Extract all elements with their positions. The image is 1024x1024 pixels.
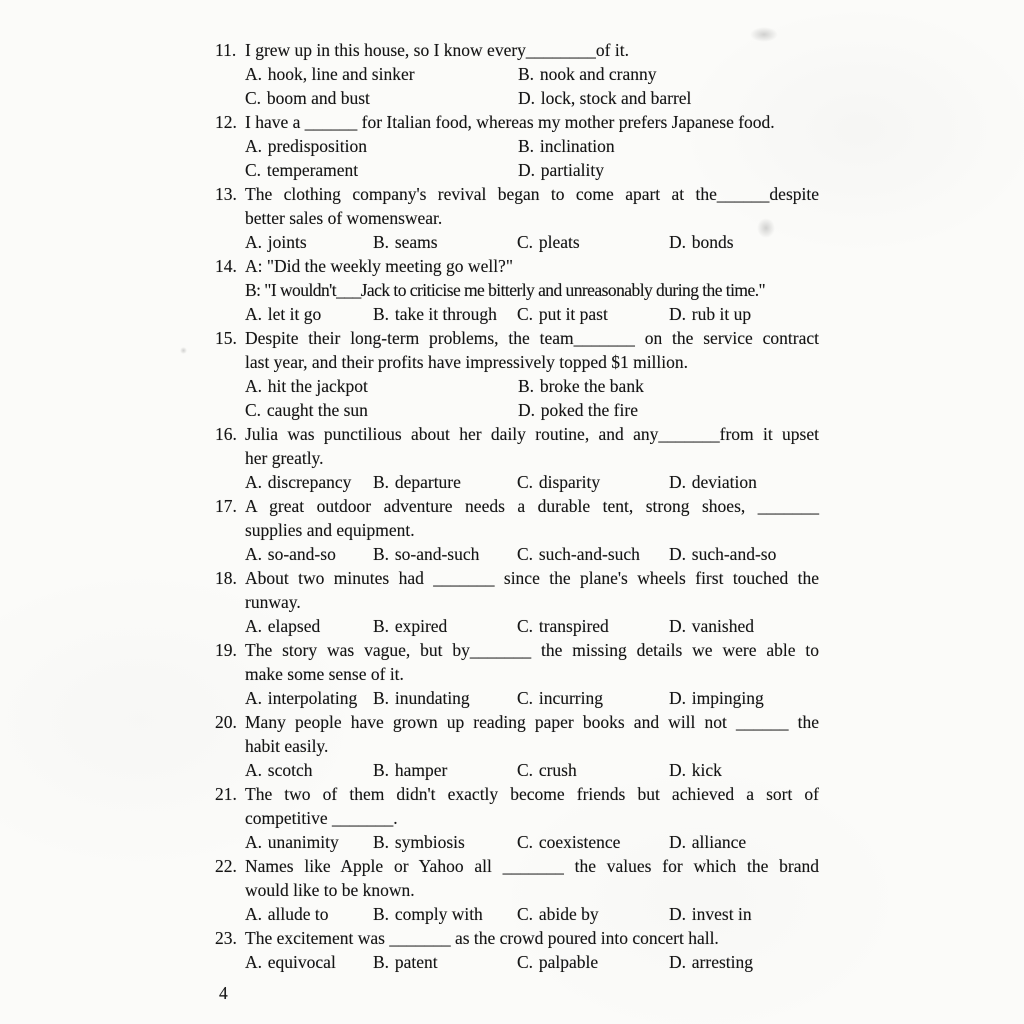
option-row <box>245 758 819 782</box>
question-text-line: runway. <box>245 592 301 612</box>
question-paragraph <box>245 182 819 230</box>
question-text-line: habit easily. <box>245 736 329 756</box>
question-text <box>245 110 819 134</box>
option-label: D. <box>669 232 687 252</box>
option-text: alliance <box>691 832 747 852</box>
option-label: C. <box>517 832 534 852</box>
option-label: A. <box>245 232 263 252</box>
option-text: patent <box>394 952 438 972</box>
option-a <box>245 758 373 782</box>
option-label: D. <box>518 400 536 420</box>
option-text: equivocal <box>267 952 336 972</box>
option-b <box>373 758 517 782</box>
option-a <box>245 134 518 158</box>
option-b <box>518 374 819 398</box>
question-text-line: The story was vague, but by_______ the missing details we were able to <box>245 640 819 660</box>
option-d <box>669 542 819 566</box>
question-text-line: I grew up in this house, so I know every________of it. <box>245 40 629 60</box>
option-label: C. <box>517 232 534 252</box>
question-text-line: A: "Did the weekly meeting go well?" <box>245 256 513 276</box>
option-text: coexistence <box>538 832 621 852</box>
question-block <box>215 710 819 782</box>
option-b <box>373 830 517 854</box>
option-text: incurring <box>538 688 603 708</box>
option-label: C. <box>517 544 534 564</box>
option-text: predisposition <box>267 136 367 156</box>
question-text-line: Names like Apple or Yahoo all _______ the values for which the brand <box>245 856 819 876</box>
question-text <box>245 494 819 542</box>
option-label: B. <box>373 472 390 492</box>
option-label: B. <box>518 376 535 396</box>
scan-smudge-artifact <box>180 347 187 354</box>
option-b <box>373 950 517 974</box>
option-text: comply with <box>394 904 483 924</box>
option-text: joints <box>267 232 307 252</box>
option-text: caught the sun <box>266 400 368 420</box>
option-label: A. <box>245 616 263 636</box>
option-d <box>669 302 819 326</box>
option-text: such-and-so <box>691 544 777 564</box>
option-label: B. <box>518 64 535 84</box>
question-block <box>215 326 819 422</box>
question-number: 13. <box>215 184 237 204</box>
option-text: boom and bust <box>266 88 370 108</box>
question-number: 15. <box>215 328 237 348</box>
option-row <box>245 374 819 422</box>
option-text: nook and cranny <box>539 64 657 84</box>
question-text <box>245 182 819 230</box>
option-c <box>245 86 518 110</box>
question-block <box>215 782 819 854</box>
question-paragraph <box>245 110 819 134</box>
question-list <box>215 38 819 974</box>
option-label: C. <box>245 160 262 180</box>
question-text <box>245 254 819 302</box>
option-d <box>669 614 819 638</box>
option-c <box>245 398 518 422</box>
option-text: arresting <box>691 952 754 972</box>
question-block <box>215 422 819 494</box>
option-label: B. <box>373 832 390 852</box>
option-text: inclination <box>539 136 615 156</box>
option-b <box>373 230 517 254</box>
option-label: B. <box>373 688 390 708</box>
option-label: B. <box>373 232 390 252</box>
option-label: B. <box>373 616 390 636</box>
option-text: kick <box>691 760 722 780</box>
question-paragraph <box>245 278 819 302</box>
question-block <box>215 110 819 182</box>
question-text <box>245 854 819 902</box>
option-label: C. <box>245 88 262 108</box>
option-d <box>518 158 819 182</box>
option-row <box>245 950 819 974</box>
question-text <box>245 422 819 470</box>
question-number: 23. <box>215 928 237 948</box>
option-b <box>518 134 819 158</box>
option-label: D. <box>669 472 687 492</box>
option-b <box>373 302 517 326</box>
question-block <box>215 926 819 974</box>
option-label: D. <box>518 160 536 180</box>
question-text-line: A great outdoor adventure needs a durable tent, strong shoes, _______ <box>245 496 819 516</box>
question-number: 22. <box>215 856 237 876</box>
question-text <box>245 566 819 614</box>
question-number: 21. <box>215 784 237 804</box>
question-paragraph <box>245 926 819 950</box>
option-label: B. <box>373 760 390 780</box>
question-text-line: competitive _______. <box>245 808 398 828</box>
question-text <box>245 926 819 950</box>
question-text-line: last year, and their profits have impressively topped $1 million. <box>245 352 689 372</box>
option-b <box>373 686 517 710</box>
option-text: elapsed <box>267 616 321 636</box>
option-text: lock, stock and barrel <box>540 88 692 108</box>
option-label: A. <box>245 376 263 396</box>
option-text: hook, line and sinker <box>267 64 415 84</box>
question-paragraph <box>245 326 819 374</box>
option-a <box>245 902 373 926</box>
question-block <box>215 638 819 710</box>
question-block <box>215 254 819 326</box>
option-label: C. <box>245 400 262 420</box>
option-text: such-and-such <box>538 544 640 564</box>
question-number: 14. <box>215 256 237 276</box>
question-text-line: B: "I wouldn't___Jack to criticise me bitterly and unreasonably during the time." <box>245 280 766 300</box>
question-text-line: Many people have grown up reading paper books and will not ______ the <box>245 712 819 732</box>
option-a <box>245 830 373 854</box>
option-label: C. <box>517 904 534 924</box>
option-a <box>245 686 373 710</box>
option-c <box>517 686 669 710</box>
option-text: seams <box>394 232 438 252</box>
option-b <box>373 902 517 926</box>
question-text <box>245 326 819 374</box>
option-text: hit the jackpot <box>267 376 368 396</box>
option-text: broke the bank <box>539 376 644 396</box>
option-a <box>245 302 373 326</box>
option-text: allude to <box>267 904 329 924</box>
question-text-line: I have a ______ for Italian food, whereas my mother prefers Japanese food. <box>245 112 775 132</box>
option-label: A. <box>245 688 263 708</box>
option-d <box>518 86 819 110</box>
question-number: 16. <box>215 424 237 444</box>
question-text-line: The two of them didn't exactly become friends but achieved a sort of <box>245 784 819 804</box>
option-label: D. <box>669 760 687 780</box>
option-label: A. <box>245 544 263 564</box>
option-c <box>517 950 669 974</box>
option-text: inundating <box>394 688 470 708</box>
option-label: A. <box>245 472 263 492</box>
option-b <box>518 62 819 86</box>
question-paragraph <box>245 494 819 542</box>
option-row <box>245 62 819 110</box>
option-text: hamper <box>394 760 448 780</box>
option-text: discrepancy <box>267 472 352 492</box>
option-label: A. <box>245 136 263 156</box>
question-number: 12. <box>215 112 237 132</box>
option-text: rub it up <box>691 304 752 324</box>
option-label: D. <box>669 832 687 852</box>
option-label: B. <box>373 304 390 324</box>
question-text-line: make some sense of it. <box>245 664 404 684</box>
option-row <box>245 542 819 566</box>
option-c <box>245 158 518 182</box>
question-block <box>215 38 819 110</box>
question-paragraph <box>245 782 819 830</box>
option-a <box>245 62 518 86</box>
question-paragraph <box>245 638 819 686</box>
option-text: unanimity <box>267 832 339 852</box>
option-text: impinging <box>691 688 764 708</box>
option-d <box>669 950 819 974</box>
question-text <box>245 710 819 758</box>
option-label: B. <box>373 904 390 924</box>
option-label: B. <box>373 544 390 564</box>
option-label: C. <box>517 952 534 972</box>
question-block <box>215 494 819 566</box>
option-c <box>517 470 669 494</box>
option-c <box>517 230 669 254</box>
question-paragraph <box>245 38 819 62</box>
question-text <box>245 638 819 686</box>
option-d <box>669 830 819 854</box>
question-text-line: The excitement was _______ as the crowd poured into concert hall. <box>245 928 719 948</box>
option-text: disparity <box>538 472 601 492</box>
option-label: A. <box>245 760 263 780</box>
question-block <box>215 182 819 254</box>
option-row <box>245 686 819 710</box>
question-paragraph <box>245 854 819 902</box>
option-label: B. <box>373 952 390 972</box>
question-paragraph <box>245 710 819 758</box>
option-text: palpable <box>538 952 599 972</box>
option-label: A. <box>245 64 263 84</box>
question-block <box>215 854 819 926</box>
option-a <box>245 470 373 494</box>
question-text <box>245 38 819 62</box>
question-number: 20. <box>215 712 237 732</box>
question-text-line: better sales of womenswear. <box>245 208 443 228</box>
option-label: B. <box>518 136 535 156</box>
option-c <box>517 614 669 638</box>
option-label: D. <box>669 616 687 636</box>
option-text: invest in <box>691 904 752 924</box>
option-text: temperament <box>266 160 359 180</box>
option-row <box>245 470 819 494</box>
question-text-line: her greatly. <box>245 448 324 468</box>
option-d <box>669 902 819 926</box>
question-text-line: would like to be known. <box>245 880 415 900</box>
option-c <box>517 542 669 566</box>
question-paragraph <box>245 422 819 470</box>
option-a <box>245 542 373 566</box>
option-text: poked the fire <box>540 400 638 420</box>
option-label: A. <box>245 904 263 924</box>
option-a <box>245 614 373 638</box>
option-label: A. <box>245 304 263 324</box>
option-text: take it through <box>394 304 497 324</box>
question-paragraph <box>245 254 819 278</box>
option-label: D. <box>669 304 687 324</box>
option-text: pleats <box>538 232 580 252</box>
option-label: D. <box>669 544 687 564</box>
option-text: interpolating <box>267 688 358 708</box>
option-row <box>245 830 819 854</box>
option-d <box>669 470 819 494</box>
question-text-line: Despite their long-term problems, the team_______ on the service contract <box>245 328 819 348</box>
option-c <box>517 758 669 782</box>
option-label: C. <box>517 472 534 492</box>
option-row <box>245 614 819 638</box>
option-text: vanished <box>691 616 754 636</box>
option-b <box>373 542 517 566</box>
option-d <box>518 398 819 422</box>
option-b <box>373 470 517 494</box>
option-text: bonds <box>691 232 734 252</box>
option-text: put it past <box>538 304 608 324</box>
option-d <box>669 686 819 710</box>
option-text: symbiosis <box>394 832 465 852</box>
option-row <box>245 230 819 254</box>
option-label: C. <box>517 688 534 708</box>
option-text: so-and-such <box>394 544 480 564</box>
question-paragraph <box>245 566 819 614</box>
option-text: transpired <box>538 616 609 636</box>
option-d <box>669 758 819 782</box>
question-block <box>215 566 819 638</box>
option-label: A. <box>245 832 263 852</box>
option-a <box>245 230 373 254</box>
option-text: let it go <box>267 304 322 324</box>
question-number: 19. <box>215 640 237 660</box>
option-label: D. <box>518 88 536 108</box>
option-c <box>517 830 669 854</box>
option-d <box>669 230 819 254</box>
option-label: D. <box>669 904 687 924</box>
question-number: 11. <box>215 40 237 60</box>
question-number: 17. <box>215 496 237 516</box>
option-text: abide by <box>538 904 599 924</box>
option-text: departure <box>394 472 461 492</box>
option-text: so-and-so <box>267 544 336 564</box>
option-text: crush <box>538 760 577 780</box>
option-c <box>517 302 669 326</box>
option-text: scotch <box>267 760 313 780</box>
option-label: C. <box>517 304 534 324</box>
option-text: deviation <box>691 472 757 492</box>
option-label: C. <box>517 616 534 636</box>
question-number: 18. <box>215 568 237 588</box>
option-b <box>373 614 517 638</box>
option-text: partiality <box>540 160 604 180</box>
option-a <box>245 374 518 398</box>
option-text: expired <box>394 616 448 636</box>
option-label: D. <box>669 952 687 972</box>
option-label: A. <box>245 952 263 972</box>
question-text-line: The clothing company's revival began to come apart at the______despite <box>245 184 819 204</box>
option-row <box>245 902 819 926</box>
question-text-line: About two minutes had _______ since the plane's wheels first touched the <box>245 568 819 588</box>
option-row <box>245 134 819 182</box>
option-label: C. <box>517 760 534 780</box>
question-text-line: supplies and equipment. <box>245 520 415 540</box>
question-text <box>245 782 819 830</box>
option-row <box>245 302 819 326</box>
option-c <box>517 902 669 926</box>
question-text-line: Julia was punctilious about her daily routine, and any_______from it upset <box>245 424 819 444</box>
page-number: 4 <box>219 983 228 1003</box>
option-label: D. <box>669 688 687 708</box>
option-a <box>245 950 373 974</box>
